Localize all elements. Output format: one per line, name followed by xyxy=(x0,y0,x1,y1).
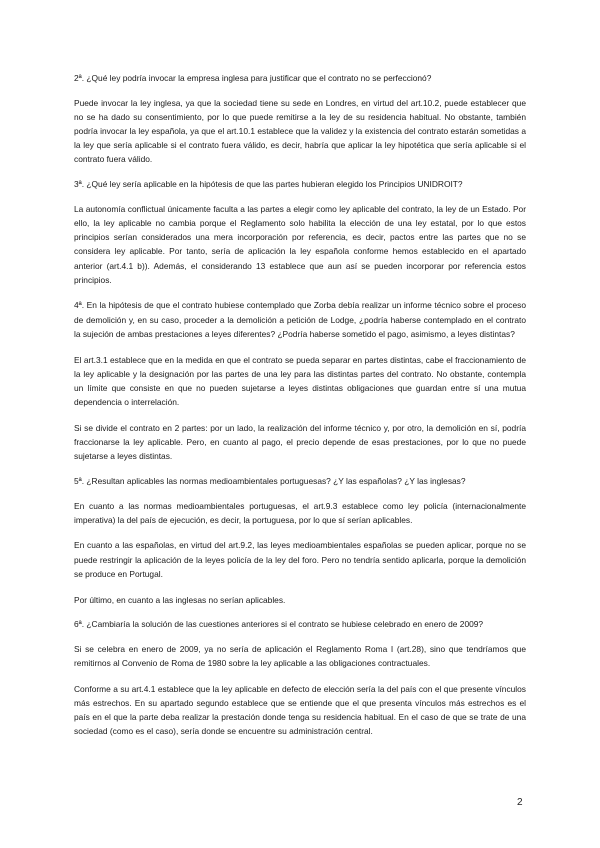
question-3: 3ª. ¿Qué ley sería aplicable en la hipótesis de que las partes hubieran elegido los Principios UNIDROIT? xyxy=(74,179,463,190)
section-2 xyxy=(74,72,526,167)
question-4: 4ª. En la hipótesis de que el contrato hubiese contemplado que Zorba debía realizar un informe técnico sobre el proceso de demolición y, en su caso, proceder a la demolición a petición de Lodge, ¿podría haberse contemplado en el contrato la sujeción de ambas prestaciones a leyes diferentes? ¿Podría haberse sometido el pago, asimismo, a leyes distintas? xyxy=(74,300,526,339)
question-5: 5ª. ¿Resultan aplicables las normas medioambientales portuguesas? ¿Y las españolas? ¿Y las inglesas? xyxy=(74,475,466,486)
section-6 xyxy=(74,618,526,738)
paragraph: En cuanto a las normas medioambientales portuguesas, el art.9.3 establece como ley policía (internacionalmente imperativa) la del país de ejecución, es decir, la portuguesa, por lo que sí serían aplicables. xyxy=(74,500,526,525)
paragraph: El art.3.1 establece que en la medida en que el contrato se pueda separar en partes distintas, cabe el fraccionamiento de la ley aplicable y la designación por las partes de una ley para las distintas partes del contrato. No obstante, contempla un límite que consiste en que no pueden sujetarse a leyes distintas obligaciones que guardan entre sí una mutua dependencia o interrelación. xyxy=(74,354,526,408)
section-4 xyxy=(74,298,526,463)
paragraph: Conforme a su art.4.1 establece que la ley aplicable en defecto de elección sería la del país con el que presente vínculos más estrechos. En su apartado segundo establece que se entiende que el que presenta vínculos más estrechos es el país en el que la parte deba realizar la prestación donde tenga su residencia habitual. En el caso de que se trate de una sociedad (como es el caso), sería donde se encuentre su administración central. xyxy=(74,683,526,737)
page-number: 2 xyxy=(517,797,523,808)
section-5 xyxy=(74,475,526,607)
question-2: 2ª. ¿Qué ley podría invocar la empresa inglesa para justificar que el contrato no se perfeccionó? xyxy=(74,73,432,83)
paragraph: Por último, en cuanto a las inglesas no serían aplicables. xyxy=(74,594,286,605)
paragraph: La autonomía conflictual únicamente faculta a las partes a elegir como ley aplicable del contrato, la ley de un Estado. Por ello, la ley aplicable no cambia porque el Reglamento solo habilita la elección de una ley estatal, por lo que estos principios serían considerados una mera incorporación por referencia, es decir, pactos entre las partes que no se considera ley aplicable. Por tanto, sería de aplicación la ley española conforme hemos establecido en el apartado anterior (art.4.1 b)). Además, el considerando 13 establece que aun así se pueden incorporar por referencia estos principios. xyxy=(74,203,526,285)
question-6: 6ª. ¿Cambiaría la solución de las cuestiones anteriores si el contrato se hubiese celebrado en enero de 2009? xyxy=(74,619,484,630)
section-3 xyxy=(74,178,526,287)
paragraph: En cuanto a las españolas, en virtud del art.9.2, las leyes medioambientales españolas se pueden aplicar, porque no se puede restringir la aplicación de la leyes policía de la ley del foro. Pero no tendría sentido aplicarla, porque la demolición se produce en Portugal. xyxy=(74,540,526,579)
paragraph: Puede invocar la ley inglesa, ya que la sociedad tiene su sede en Londres, en virtud del art.10.2, puede establecer que no se ha dado su consentimiento, por lo que puede remitirse a la ley de su residencia habitual. No obstante, también podría invocar la ley española, ya que el art.10.1 establece que la validez y la existencia del contrato estarán sometidas a la ley que sería aplicable si el contrato fuera válido, es decir, habría que aplicar la ley hipotética que sería aplicable si el contrato fuera válido. xyxy=(74,97,526,165)
paragraph: Si se celebra en enero de 2009, ya no sería de aplicación el Reglamento Roma I (art.28), sino que tendríamos que remitirnos al Convenio de Roma de 1980 sobre la ley aplicable a las obligaciones contractuales. xyxy=(74,643,526,669)
paragraph: Si se divide el contrato en 2 partes: por un lado, la realización del informe técnico y, por otro, la demolición en sí, podría fraccionarse la ley aplicable. Pero, en cuanto al pago, el precio depende de esas prestaciones, por lo que no puede sujetarse a leyes distintas. xyxy=(74,422,526,462)
